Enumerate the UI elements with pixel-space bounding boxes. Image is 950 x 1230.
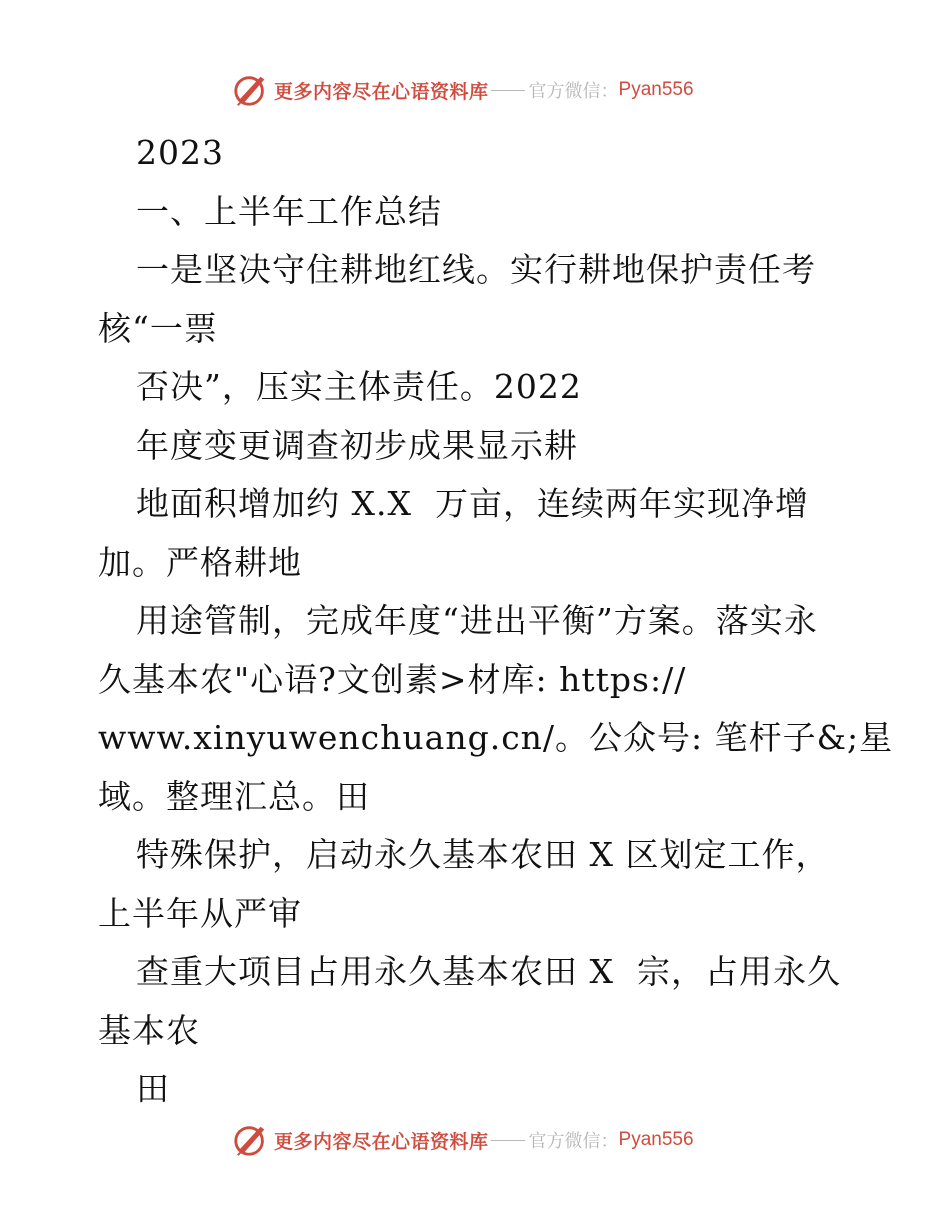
doc-line: 一、上半年工作总结	[136, 191, 442, 231]
banner-brand-text: 更多内容尽在心语资料库	[274, 1130, 489, 1153]
doc-line: 查重大项目占用永久基本农田 X 宗，占用永久	[136, 952, 841, 991]
doc-line: 地面积增加约 X.X 万亩，连续两年实现净增	[136, 484, 809, 523]
doc-line: 域。整理汇总。田	[98, 776, 370, 816]
doc-line: 田	[136, 1069, 170, 1108]
doc-line: 久基本农"心语?文创素>材库: https://	[98, 659, 687, 699]
doc-line: 用途管制，完成年度“进出平衡”方案。落实永	[136, 601, 818, 640]
doc-line: 一是坚决守住耕地红线。实行耕地保护责任考	[136, 250, 816, 289]
quill-logo-icon	[232, 1121, 270, 1159]
doc-line: 上半年从严审	[98, 893, 302, 933]
quill-logo-icon	[232, 71, 270, 109]
banner-wechat-id: Pyan556	[618, 1129, 694, 1150]
doc-line: www.xinyuwenchuang.cn/。公众号: 笔杆子&;星	[98, 718, 894, 757]
footer-banner	[232, 1120, 694, 1160]
doc-line: 基本农	[98, 1010, 200, 1050]
document-body	[98, 124, 894, 1119]
doc-line: 核“一票	[98, 308, 218, 348]
banner-divider	[491, 1140, 525, 1141]
header-banner	[232, 70, 694, 110]
doc-line: 否决”，压实主体责任。2022	[136, 367, 582, 406]
banner-wechat-id: Pyan556	[618, 79, 694, 100]
banner-wechat-label: 官方微信：	[528, 1131, 619, 1152]
doc-line: 2023	[136, 133, 224, 172]
banner-brand-text: 更多内容尽在心语资料库	[274, 80, 489, 103]
banner-divider	[491, 90, 525, 91]
doc-line: 年度变更调查初步成果显示耕	[136, 425, 578, 465]
banner-wechat-label: 官方微信：	[528, 81, 619, 102]
doc-line: 特殊保护，启动永久基本农田 X 区划定工作，	[136, 835, 830, 874]
doc-line: 加。严格耕地	[98, 542, 302, 582]
